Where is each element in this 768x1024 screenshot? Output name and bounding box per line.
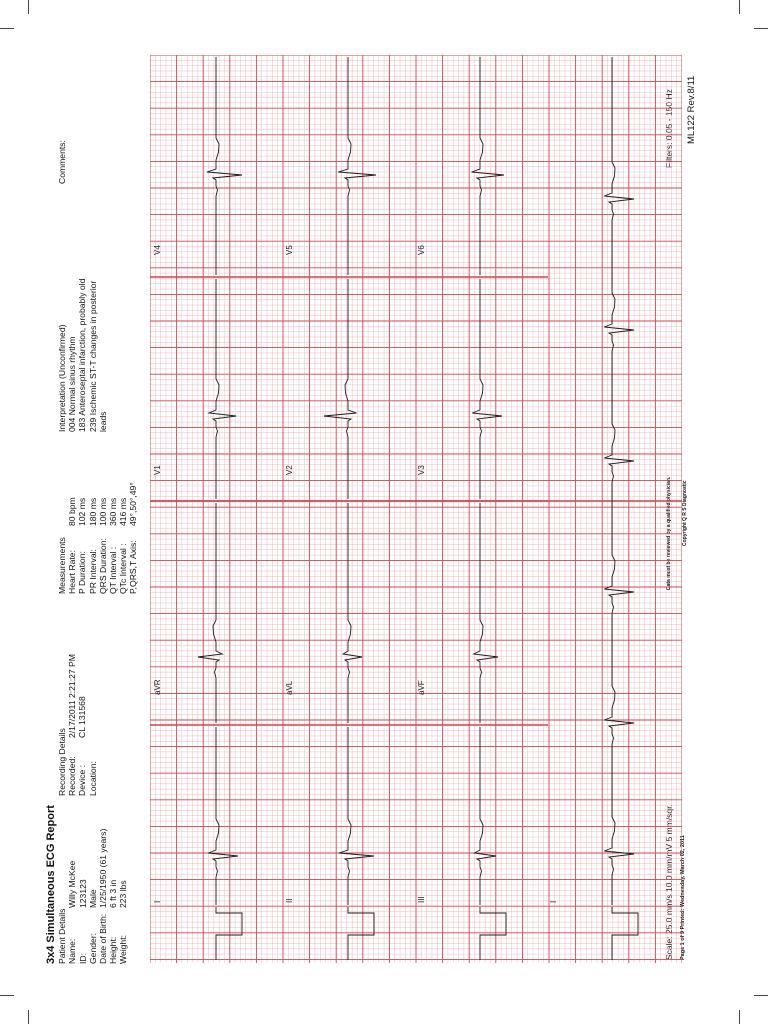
calibration-pulse (348, 907, 374, 960)
patient-field-row (88, 805, 98, 964)
measurement-field-row (77, 482, 87, 594)
recording-fields (67, 654, 98, 796)
patient-field-label: ID: (77, 953, 88, 964)
ecg-grid (150, 55, 682, 963)
measurements-block (57, 482, 139, 594)
measurement-field-row (98, 482, 108, 594)
lead-label-avr: aVR (153, 679, 162, 695)
recording-field-label: Recorded: (67, 756, 78, 796)
scale-info: Scale: 25.0 mm/s 10.0 mm/mV 5 mm/sqr. (664, 804, 674, 960)
patient-details-block (46, 805, 129, 964)
calibration-pulse (216, 907, 242, 960)
patient-field-label: Weight: (118, 935, 129, 964)
lead-label-ii: II (285, 898, 294, 903)
measurement-field-row (128, 482, 138, 594)
lead-label-i: I (153, 900, 162, 903)
patient-field-row (108, 805, 118, 964)
lead-label-avf: aVF (417, 680, 426, 695)
patient-field-row (78, 805, 88, 964)
filter-info: Filters: 0.05 - 150 Hz (664, 89, 674, 168)
form-id: ML122 Rev.8/11 (686, 75, 697, 144)
copyright: Copyright Q R S Diagnostic (682, 480, 688, 546)
patient-field-label: Gender: (87, 932, 98, 964)
measurement-field-value: 100 ms (97, 497, 108, 526)
measurement-field-label: QTc Interval : (118, 543, 129, 594)
measurement-field-value: 102 ms (77, 497, 88, 526)
lead-label-v2: V2 (285, 465, 294, 475)
comments-block (57, 140, 67, 184)
ecg-trace (472, 279, 502, 499)
measurement-field-label: PR Interval: (87, 549, 98, 594)
lead-label-rhythm: I (549, 900, 558, 903)
ecg-trace (324, 279, 356, 499)
patient-field-row (67, 805, 77, 964)
ecg-trace (474, 503, 498, 723)
lead-label-iii: III (417, 896, 426, 903)
calibration-pulse (480, 907, 506, 960)
recording-heading: Recording Details (57, 728, 67, 796)
comments-heading: Comments: (57, 140, 67, 184)
interpretation-line: 239 Ischemic ST-T changes in posterior (87, 280, 98, 432)
patient-field-row (98, 805, 108, 964)
ecg-trace (208, 727, 238, 905)
recording-field-label: Location: (87, 761, 98, 796)
patient-field-row (118, 805, 128, 964)
measurement-field-row (67, 482, 77, 594)
measurement-field-value: 49°,50°,49° (128, 482, 139, 526)
page-info: Page 1 of 9 Printed: Wednesday, March 02, 2011 (680, 835, 686, 960)
lead-label-v4: V4 (153, 245, 162, 255)
interpretation-line: 183 Anteroseptal infarction, probably old (77, 278, 88, 432)
patient-field-value: 123123 (77, 879, 88, 908)
recording-field-value: CL 131568 (77, 696, 88, 738)
measurement-field-value: 416 ms (118, 497, 129, 526)
interpretation-line: leads (97, 411, 108, 432)
patient-field-label: Name: (67, 938, 78, 964)
ecg-trace (343, 503, 362, 723)
patient-field-value: 6 ft 3 in (108, 879, 119, 908)
patient-field-label: Height: (108, 936, 119, 964)
ecg-trace (472, 57, 504, 275)
ecg-grid-area (150, 55, 682, 963)
recording-field-value: 2/17/2011 2:21:27 PM (67, 654, 78, 738)
recording-details-block (57, 654, 98, 796)
patient-heading: Patient Details (57, 908, 68, 964)
measurement-field-label: P,QRS,T Axis: (128, 540, 139, 594)
recording-field-row (88, 654, 98, 796)
patient-field-value: 223 lbs (118, 880, 129, 908)
lead-label-avl: aVL (285, 680, 294, 695)
measurement-field-value: 180 ms (87, 497, 98, 526)
measurement-field-label: QRS Duration: (97, 538, 108, 594)
review-note: Data must be reviewed by a qualified physician. (666, 476, 672, 590)
patient-field-label: Date of Birth: (98, 913, 109, 964)
lead-label-v1: V1 (153, 465, 162, 475)
measurement-field-label: QT Interval : (108, 546, 119, 594)
ecg-trace (339, 727, 374, 905)
report-title: 3x4 Simultaneous ECG Report (45, 805, 57, 964)
measurement-field-row (118, 482, 128, 594)
patient-field-value: Willy McKee (67, 860, 78, 908)
recording-field-row (67, 654, 77, 796)
ecg-trace (209, 279, 236, 499)
interpretation-block (57, 279, 108, 432)
recording-field-row (77, 654, 87, 796)
ecg-trace (338, 57, 376, 275)
lead-label-v6: V6 (417, 245, 426, 255)
patient-field-value: 1/25/1950 (61 years) (98, 828, 109, 908)
lead-label-v5: V5 (285, 245, 294, 255)
lead-label-v3: V3 (417, 465, 426, 475)
interpretation-heading: Interpretation (Unconfirmed) (57, 324, 67, 432)
ecg-trace (198, 503, 222, 723)
recording-field-label: Device : (77, 764, 88, 796)
measurement-field-row (108, 482, 118, 594)
measurement-field-value: 360 ms (108, 497, 119, 526)
interpretation-line: 004 Normal sinus rhythm (67, 336, 78, 432)
measurement-field-label: P Duration: (77, 551, 88, 594)
patient-field-value: Male (87, 889, 98, 908)
measurement-field-label: Heart Rate: (67, 550, 78, 594)
ecg-traces (198, 57, 638, 960)
measurements-heading: Measurements (57, 537, 67, 594)
patient-fields (67, 805, 128, 964)
grid-major-lines (150, 55, 682, 963)
measurement-field-value: 80 bpm (67, 497, 78, 526)
measurement-fields (67, 482, 138, 594)
measurement-field-row (88, 482, 98, 594)
